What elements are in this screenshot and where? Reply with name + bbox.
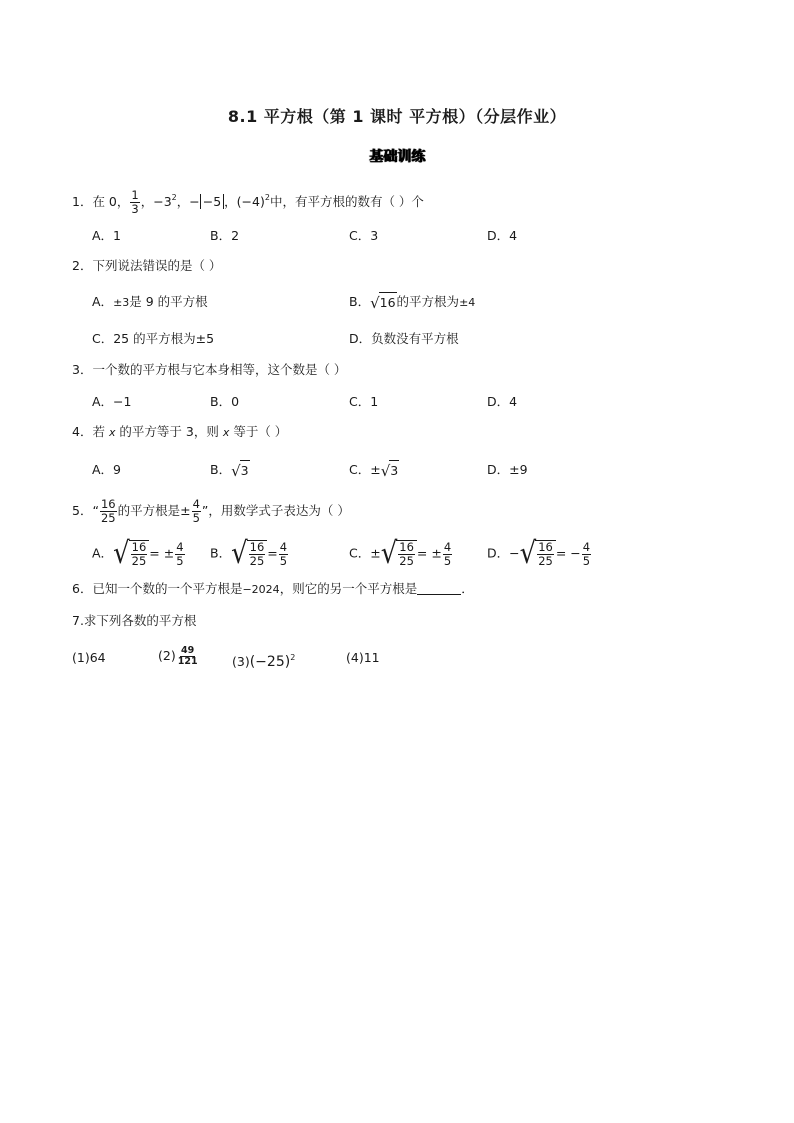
- q1-option-b: B．2: [210, 228, 240, 243]
- answer-blank[interactable]: [417, 581, 461, 595]
- q5-option-d: D．− √ $\frac{16}{25}$ = − $\frac{4}{5}$: [487, 536, 591, 572]
- q7-item-1: (1)64: [72, 650, 106, 665]
- absolute-value: −5: [200, 194, 224, 209]
- q2-option-b: B． √ 16 的平方根为±4: [349, 293, 476, 312]
- question-5-stem: 5．“ $\frac{16}{25}$ 的平方根是± $\frac{4}{5}$ ”，用数学式子表达为（ ）: [72, 497, 350, 525]
- q1-option-a: A．1: [92, 228, 122, 243]
- sqrt-fraction: √ $\frac{16}{25}$: [113, 540, 149, 568]
- page-title: 8.1 平方根（第 1 课时 平方根）（分层作业）: [227, 107, 567, 126]
- q3-option-a: A．−1: [92, 394, 132, 409]
- sqrt-fraction: √ $\frac{16}{25}$: [381, 540, 417, 568]
- q5-option-a: A． √ $\frac{16}{25}$ = ± $\frac{4}{5}$: [92, 536, 184, 572]
- q4-option-d: D．±9: [487, 462, 528, 477]
- q2-option-d: D．负数没有平方根: [349, 331, 459, 346]
- q7-item-4: (4)11: [346, 650, 380, 665]
- q1-option-c: C．3: [349, 228, 379, 243]
- fraction-4-5: $\frac{4}{5}$: [192, 497, 200, 525]
- question-1-stem: 1．在 0， $\frac{1}{3}$ ，$-3^2$，− −5 ，$(-4)^2$中，有平方根的数有（ ）个: [72, 188, 424, 216]
- q3-option-c: C．1: [349, 394, 379, 409]
- q4-option-c: C．± √ 3: [349, 461, 399, 480]
- q1-option-d: D．4: [487, 228, 518, 243]
- q7-item-3: $(3)(-25)^2$: [232, 653, 296, 670]
- sqrt-fraction: √ $\frac{16}{25}$: [520, 540, 556, 568]
- q5-option-b: B． √ $\frac{16}{25}$ = $\frac{4}{5}$: [210, 536, 288, 572]
- q3-option-b: B．0: [210, 394, 240, 409]
- q3-option-d: D．4: [487, 394, 518, 409]
- q2-option-c: C．25 的平方根为±5: [92, 331, 215, 346]
- q7-item-2: (2) $\frac{49}{121}$: [158, 645, 198, 667]
- sqrt-16: √ 16: [370, 293, 396, 312]
- q4-option-b: B． √ 3: [210, 461, 249, 480]
- sqrt-fraction: √ $\frac{16}{25}$: [231, 540, 267, 568]
- question-6-stem: 6．已知一个数的一个平方根是−2024，则它的另一个平方根是 ．: [72, 581, 474, 596]
- sqrt-3: √ 3: [231, 461, 249, 480]
- fraction-16-25: $\frac{16}{25}$: [100, 497, 116, 525]
- question-2-stem: 2．下列说法错误的是（ ）: [72, 258, 222, 273]
- q2-option-a: A．±3是 9 的平方根: [92, 294, 208, 309]
- section-heading: 基础训练: [369, 149, 425, 165]
- sqrt-3: √ 3: [380, 461, 399, 480]
- q5-option-c: C．± √ $\frac{16}{25}$ = ± $\frac{4}{5}$: [349, 536, 452, 572]
- question-3-stem: 3．一个数的平方根与它本身相等，这个数是（ ）: [72, 362, 347, 377]
- question-7-stem: 7.求下列各数的平方根: [72, 613, 197, 628]
- question-4-stem: 4．若 x 的平方等于 3，则 x 等于（ ）: [72, 424, 288, 439]
- fraction-one-third: $\frac{1}{3}$: [131, 188, 139, 216]
- q4-option-a: A．9: [92, 462, 122, 477]
